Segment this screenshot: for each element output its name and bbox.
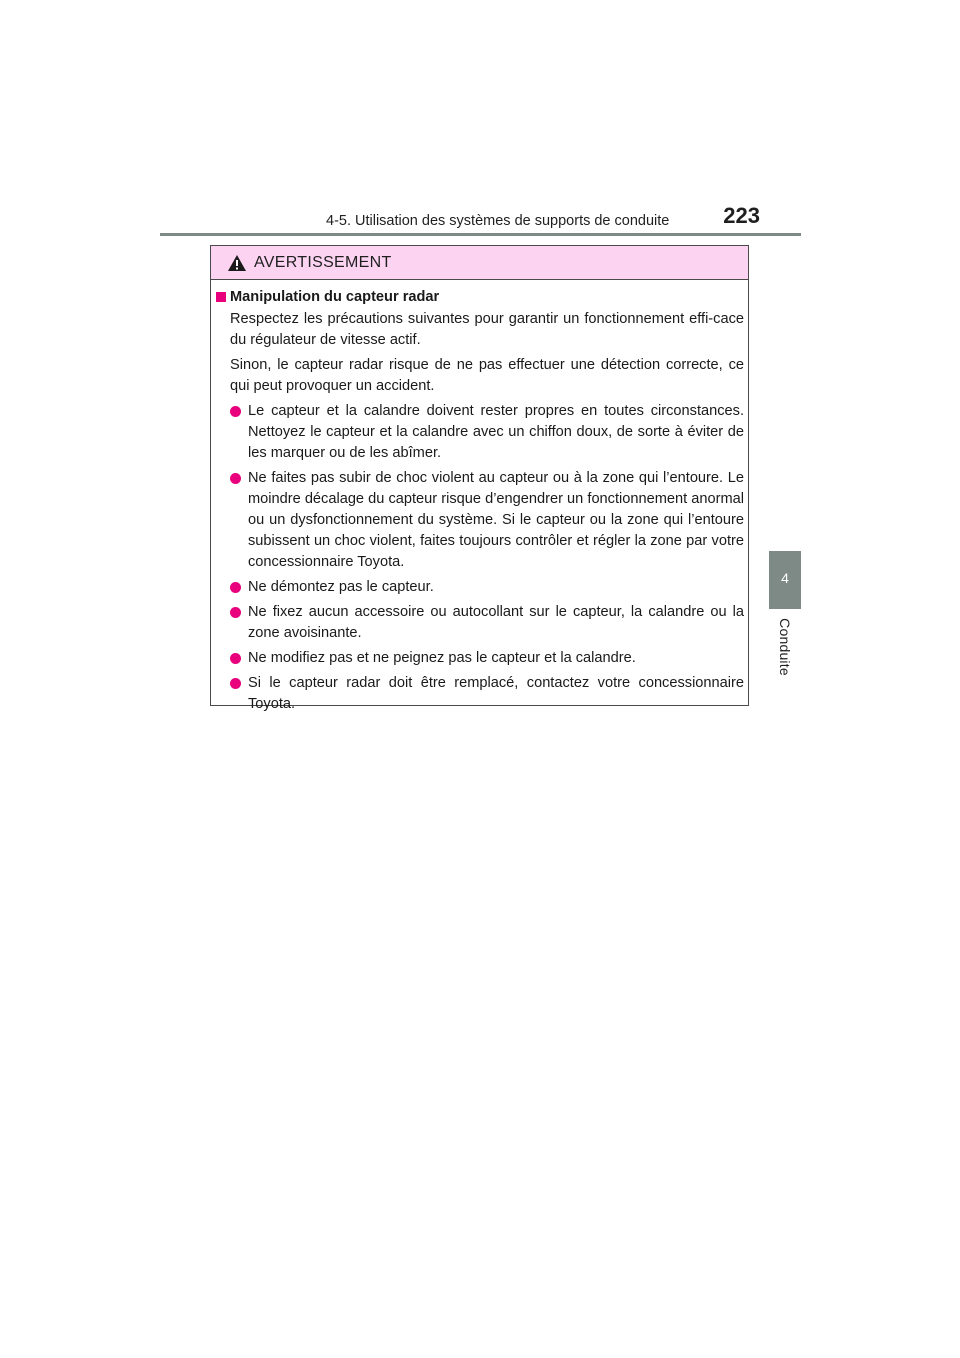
header-rule xyxy=(160,233,801,236)
warning-body xyxy=(216,287,744,719)
round-bullet-icon xyxy=(230,653,241,664)
section-title: 4-5. Utilisation des systèmes de supports de conduite xyxy=(326,213,670,229)
list-item-text: Si le capteur radar doit être remplacé, contactez votre concessionnaire Toyota. xyxy=(248,675,744,712)
list-item-text: Le capteur et la calandre doivent rester propres en toutes circonstances. Nettoyez le capteur et la calandre avec un chiffon doux, de sorte à éviter de les marquer ou de les abîmer. xyxy=(248,403,744,461)
list-item xyxy=(216,673,744,715)
square-bullet-icon xyxy=(216,292,226,302)
warning-title: AVERTISSEMENT xyxy=(254,254,392,271)
warning-header xyxy=(211,246,748,280)
list-item xyxy=(216,648,744,669)
round-bullet-icon xyxy=(230,406,241,417)
list-item-text: Ne fixez aucun accessoire ou autocollant sur le capteur, la calandre ou la zone avoisinante. xyxy=(248,604,744,641)
section-heading xyxy=(216,287,744,308)
section-heading-text: Manipulation du capteur radar xyxy=(230,289,440,305)
list-item xyxy=(216,401,744,464)
paragraph: Sinon, le capteur radar risque de ne pas effectuer une détection correcte, ce qui peut provoquer un accident. xyxy=(230,357,744,394)
chapter-tab-label: Conduite xyxy=(777,618,793,676)
round-bullet-icon xyxy=(230,582,241,593)
chapter-tab xyxy=(769,551,801,609)
round-bullet-icon xyxy=(230,473,241,484)
chapter-tab-number: 4 xyxy=(781,570,789,586)
list-item-text: Ne faites pas subir de choc violent au capteur ou à la zone qui l’entoure. Le moindre décalage du capteur risque d’engendrer un fonctionnement anormal ou un dysfonctionnement du système. Si le capteur ou la zone qui l’entoure subissent un choc violent, faites toujours contrôler et régler la zone par votre concessionnaire Toyota. xyxy=(248,470,744,570)
warning-box xyxy=(210,245,749,712)
list-item-text: Ne démontez pas le capteur. xyxy=(248,579,434,595)
list-item-text: Ne modifiez pas et ne peignez pas le capteur et la calandre. xyxy=(248,650,636,666)
list-item xyxy=(216,468,744,573)
paragraph: Respectez les précautions suivantes pour garantir un fonctionnement effi-cace du régulateur de vitesse actif. xyxy=(230,311,744,348)
list-item xyxy=(216,602,744,644)
round-bullet-icon xyxy=(230,607,241,618)
page-number: 223 xyxy=(723,203,760,228)
warning-triangle-icon xyxy=(227,254,247,272)
list-item xyxy=(216,577,744,598)
round-bullet-icon xyxy=(230,678,241,689)
